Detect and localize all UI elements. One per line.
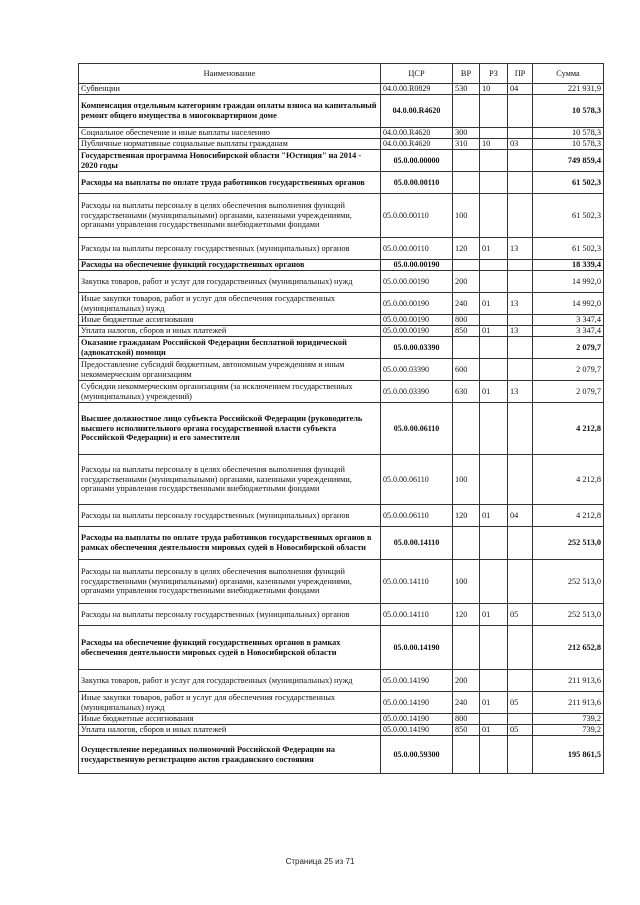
cell-name: Государственная программа Новосибирской области "Юстиция" на 2014 - 2020 годы [79, 150, 381, 172]
cell-sum: 252 513,0 [533, 527, 604, 560]
cell-rz [480, 560, 508, 604]
cell-vr: 120 [453, 604, 480, 626]
cell-sum: 211 913,6 [533, 692, 604, 714]
table-row [79, 139, 604, 150]
cell-name: Расходы на выплаты по оплате труда работников государственных органов в рамках обеспечения деятельности мировых судей в Новосибирской области [79, 527, 381, 560]
cell-pr [508, 403, 533, 455]
cell-pr [508, 271, 533, 293]
cell-name: Осуществление переданных полномочий Российской Федерации на государственную регистрацию актов гражданского состояния [79, 736, 381, 774]
cell-name: Публичные нормативные социальные выплаты гражданам [79, 139, 381, 150]
cell-vr [453, 626, 480, 670]
cell-vr: 100 [453, 194, 480, 238]
cell-sum: 4 212,8 [533, 505, 604, 527]
cell-pr: 13 [508, 293, 533, 315]
cell-rz [480, 260, 508, 271]
cell-rz [480, 527, 508, 560]
cell-sum: 4 212,8 [533, 455, 604, 505]
cell-sum: 212 652,8 [533, 626, 604, 670]
cell-sum: 3 347,4 [533, 315, 604, 326]
cell-sum: 739,2 [533, 714, 604, 725]
cell-pr: 04 [508, 505, 533, 527]
cell-csr: 05.0.00.14190 [381, 626, 453, 670]
table-row [79, 560, 604, 604]
cell-rz [480, 194, 508, 238]
header-rz: РЗ [480, 64, 508, 84]
cell-vr [453, 337, 480, 359]
cell-vr [453, 403, 480, 455]
table-row [79, 714, 604, 725]
cell-sum: 221 931,9 [533, 84, 604, 95]
cell-pr [508, 560, 533, 604]
cell-csr: 04.0.00.R4620 [381, 95, 453, 128]
table-header-row [79, 64, 604, 84]
cell-name: Расходы на выплаты персоналу государственных (муниципальных) органов [79, 505, 381, 527]
table-row [79, 670, 604, 692]
cell-csr: 05.0.00.00110 [381, 194, 453, 238]
cell-csr: 05.0.00.14190 [381, 725, 453, 736]
table-row [79, 128, 604, 139]
cell-csr: 05.0.00.00190 [381, 260, 453, 271]
cell-rz [480, 714, 508, 725]
cell-csr: 05.0.00.06110 [381, 403, 453, 455]
cell-pr: 05 [508, 725, 533, 736]
cell-csr: 05.0.00.14110 [381, 527, 453, 560]
cell-csr: 05.0.00.00110 [381, 172, 453, 194]
cell-pr [508, 455, 533, 505]
cell-name: Расходы на выплаты по оплате труда работников государственных органов [79, 172, 381, 194]
cell-rz [480, 626, 508, 670]
cell-csr: 05.0.00.14190 [381, 692, 453, 714]
table-row [79, 455, 604, 505]
cell-vr [453, 527, 480, 560]
cell-vr [453, 172, 480, 194]
cell-rz [480, 736, 508, 774]
cell-csr: 05.0.00.00110 [381, 238, 453, 260]
table-row [79, 692, 604, 714]
cell-csr: 05.0.00.00000 [381, 150, 453, 172]
cell-pr [508, 95, 533, 128]
cell-name: Субвенции [79, 84, 381, 95]
cell-vr [453, 95, 480, 128]
cell-pr [508, 714, 533, 725]
cell-rz: 01 [480, 692, 508, 714]
cell-pr: 13 [508, 238, 533, 260]
cell-rz: 01 [480, 381, 508, 403]
cell-name: Уплата налогов, сборов и иных платежей [79, 326, 381, 337]
cell-rz: 01 [480, 505, 508, 527]
cell-pr: 05 [508, 692, 533, 714]
cell-pr: 05 [508, 604, 533, 626]
page-footer: Страница 25 из 71 [285, 857, 355, 866]
cell-sum: 252 513,0 [533, 604, 604, 626]
cell-sum: 61 502,3 [533, 172, 604, 194]
cell-sum: 61 502,3 [533, 194, 604, 238]
cell-csr: 05.0.00.03390 [381, 381, 453, 403]
cell-name: Расходы на выплаты персоналу в целях обеспечения выполнения функций государственными (муниципальными) органами, казенными учреждениями, органами управления государственными внебюджетными фондами [79, 560, 381, 604]
cell-vr [453, 736, 480, 774]
table-row [79, 626, 604, 670]
table-row [79, 505, 604, 527]
cell-vr: 530 [453, 84, 480, 95]
header-sum: Сумма [533, 64, 604, 84]
cell-rz [480, 315, 508, 326]
cell-pr: 13 [508, 381, 533, 403]
table-body [79, 84, 604, 774]
cell-name: Иные закупки товаров, работ и услуг для обеспечения государственных (муниципальных) нужд [79, 692, 381, 714]
cell-sum: 10 578,3 [533, 128, 604, 139]
cell-rz [480, 172, 508, 194]
table-row [79, 172, 604, 194]
cell-csr: 05.0.00.03390 [381, 359, 453, 381]
cell-vr: 800 [453, 315, 480, 326]
cell-rz [480, 455, 508, 505]
cell-vr: 100 [453, 455, 480, 505]
cell-sum: 2 079,7 [533, 337, 604, 359]
table-row [79, 725, 604, 736]
cell-vr: 200 [453, 271, 480, 293]
cell-name: Иные закупки товаров, работ и услуг для обеспечения государственных (муниципальных) нужд [79, 293, 381, 315]
cell-pr: 04 [508, 84, 533, 95]
header-name: Наименование [79, 64, 381, 84]
cell-vr: 120 [453, 505, 480, 527]
cell-pr [508, 527, 533, 560]
cell-csr: 05.0.00.14190 [381, 670, 453, 692]
cell-name: Закупка товаров, работ и услуг для государственных (муниципальных) нужд [79, 670, 381, 692]
cell-csr: 05.0.00.14110 [381, 560, 453, 604]
cell-name: Оказание гражданам Российской Федерации бесплатной юридической (адвокатской) помощи [79, 337, 381, 359]
table-row [79, 84, 604, 95]
cell-name: Уплата налогов, сборов и иных платежей [79, 725, 381, 736]
cell-rz: 01 [480, 238, 508, 260]
cell-csr: 05.0.00.59300 [381, 736, 453, 774]
cell-name: Расходы на обеспечение функций государственных органов [79, 260, 381, 271]
cell-vr: 240 [453, 293, 480, 315]
cell-name: Субсидии некоммерческим организациям (за исключением государственных (муниципальных) учреждений) [79, 381, 381, 403]
cell-rz [480, 403, 508, 455]
cell-sum: 739,2 [533, 725, 604, 736]
table-row [79, 194, 604, 238]
budget-table [78, 63, 604, 774]
cell-sum: 3 347,4 [533, 326, 604, 337]
cell-sum: 211 913,6 [533, 670, 604, 692]
cell-sum: 10 578,3 [533, 95, 604, 128]
cell-sum: 18 339,4 [533, 260, 604, 271]
cell-sum: 4 212,8 [533, 403, 604, 455]
cell-name: Иные бюджетные ассигнования [79, 714, 381, 725]
cell-rz: 01 [480, 293, 508, 315]
cell-vr: 630 [453, 381, 480, 403]
cell-pr [508, 359, 533, 381]
cell-sum: 2 079,7 [533, 359, 604, 381]
cell-csr: 05.0.00.06110 [381, 505, 453, 527]
cell-pr [508, 172, 533, 194]
table-row [79, 326, 604, 337]
cell-sum: 195 861,5 [533, 736, 604, 774]
cell-vr: 100 [453, 560, 480, 604]
cell-rz: 01 [480, 326, 508, 337]
cell-vr: 310 [453, 139, 480, 150]
cell-vr: 800 [453, 714, 480, 725]
cell-sum: 252 513,0 [533, 560, 604, 604]
table-row [79, 337, 604, 359]
cell-name: Предоставление субсидий бюджетным, автономным учреждениям и иным некоммерческим организациям [79, 359, 381, 381]
table-row [79, 736, 604, 774]
table-row [79, 403, 604, 455]
cell-vr: 600 [453, 359, 480, 381]
cell-vr: 240 [453, 692, 480, 714]
cell-rz [480, 337, 508, 359]
cell-name: Закупка товаров, работ и услуг для государственных (муниципальных) нужд [79, 271, 381, 293]
cell-rz [480, 359, 508, 381]
header-pr: ПР [508, 64, 533, 84]
cell-name: Расходы на выплаты персоналу в целях обеспечения выполнения функций государственными (муниципальными) органами, казенными учреждениями, органами управления государственными внебюджетными фондами [79, 455, 381, 505]
table-row [79, 381, 604, 403]
cell-rz [480, 670, 508, 692]
cell-csr: 05.0.00.00190 [381, 326, 453, 337]
cell-sum: 14 992,0 [533, 293, 604, 315]
cell-vr: 850 [453, 725, 480, 736]
cell-sum: 749 859,4 [533, 150, 604, 172]
cell-csr: 04.0.00.R4620 [381, 128, 453, 139]
cell-csr: 05.0.00.00190 [381, 315, 453, 326]
cell-vr: 850 [453, 326, 480, 337]
cell-pr [508, 626, 533, 670]
cell-pr: 13 [508, 326, 533, 337]
cell-csr: 05.0.00.14110 [381, 604, 453, 626]
cell-pr [508, 337, 533, 359]
cell-csr: 05.0.00.00190 [381, 271, 453, 293]
cell-rz [480, 128, 508, 139]
cell-csr: 04.0.00.R0829 [381, 84, 453, 95]
cell-rz: 01 [480, 725, 508, 736]
cell-pr [508, 150, 533, 172]
cell-sum: 61 502,3 [533, 238, 604, 260]
cell-pr [508, 315, 533, 326]
table-row [79, 293, 604, 315]
table-row [79, 260, 604, 271]
cell-csr: 05.0.00.06110 [381, 455, 453, 505]
cell-name: Расходы на выплаты персоналу государственных (муниципальных) органов [79, 604, 381, 626]
cell-csr: 05.0.00.03390 [381, 337, 453, 359]
cell-pr: 03 [508, 139, 533, 150]
cell-rz [480, 150, 508, 172]
header-csr: ЦСР [381, 64, 453, 84]
cell-sum: 14 992,0 [533, 271, 604, 293]
table-row [79, 271, 604, 293]
cell-name: Расходы на обеспечение функций государственных органов в рамках обеспечения деятельности мировых судей в Новосибирской области [79, 626, 381, 670]
cell-name: Высшее должностное лицо субъекта Российской Федерации (руководитель высшего исполнительного органа государственной власти субъекта Российской Федерации) и его заместители [79, 403, 381, 455]
cell-rz [480, 95, 508, 128]
cell-pr [508, 128, 533, 139]
cell-pr [508, 736, 533, 774]
cell-name: Социальное обеспечение и иные выплаты населению [79, 128, 381, 139]
table-row [79, 150, 604, 172]
header-vr: ВР [453, 64, 480, 84]
table-row [79, 604, 604, 626]
cell-pr [508, 260, 533, 271]
cell-name: Иные бюджетные ассигнования [79, 315, 381, 326]
cell-pr [508, 194, 533, 238]
cell-rz: 10 [480, 84, 508, 95]
cell-sum: 10 578,3 [533, 139, 604, 150]
cell-sum: 2 079,7 [533, 381, 604, 403]
cell-rz [480, 271, 508, 293]
table-row [79, 238, 604, 260]
cell-rz: 10 [480, 139, 508, 150]
table-row [79, 95, 604, 128]
cell-name: Расходы на выплаты персоналу в целях обеспечения выполнения функций государственными (муниципальными) органами, казенными учреждениями, органами управления государственными внебюджетными фондами [79, 194, 381, 238]
cell-csr: 05.0.00.00190 [381, 293, 453, 315]
cell-csr: 05.0.00.14190 [381, 714, 453, 725]
cell-pr [508, 670, 533, 692]
cell-vr: 120 [453, 238, 480, 260]
table-row [79, 359, 604, 381]
cell-vr [453, 150, 480, 172]
cell-csr: 04.0.00.R4620 [381, 139, 453, 150]
cell-name: Компенсация отдельным категориям граждан оплаты взноса на капитальный ремонт общего имущества в многоквартирном доме [79, 95, 381, 128]
cell-vr: 200 [453, 670, 480, 692]
cell-vr: 300 [453, 128, 480, 139]
document-page [78, 63, 603, 774]
cell-vr [453, 260, 480, 271]
cell-rz: 01 [480, 604, 508, 626]
table-row [79, 315, 604, 326]
cell-name: Расходы на выплаты персоналу государственных (муниципальных) органов [79, 238, 381, 260]
table-row [79, 527, 604, 560]
